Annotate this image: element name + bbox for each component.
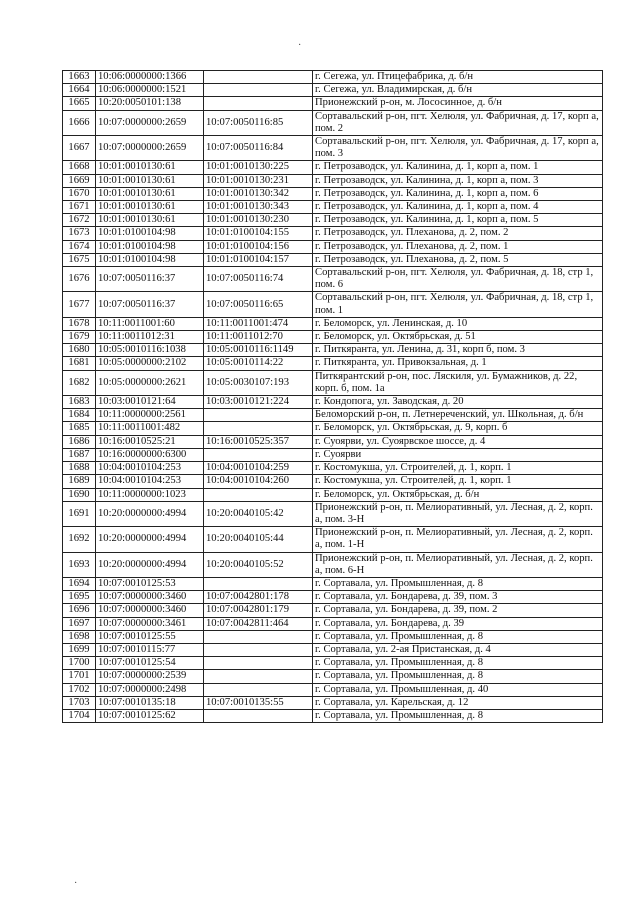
building-cadastral-number-cell (204, 84, 313, 97)
address-cell: г. Сортавала, ул. Промышленная, д. 8 (313, 709, 603, 722)
cadastral-number-cell: 10:20:0050101:138 (96, 97, 204, 110)
address-cell: г. Беломорск, ул. Октябрьская, д. 9, корп. б (313, 422, 603, 435)
table-row (63, 136, 603, 161)
cadastral-number-cell: 10:04:0010104:253 (96, 475, 204, 488)
cadastral-number-cell: 10:07:0010135:18 (96, 696, 204, 709)
row-number-cell: 1682 (63, 370, 96, 395)
row-number-cell: 1693 (63, 552, 96, 577)
row-number-cell: 1696 (63, 604, 96, 617)
row-number-cell: 1684 (63, 409, 96, 422)
table-row (63, 630, 603, 643)
address-cell: г. Сегежа, ул. Владимирская, д. б/н (313, 84, 603, 97)
table-row (63, 227, 603, 240)
address-cell: г. Петрозаводск, ул. Калинина, д. 1, корп а, пом. 4 (313, 201, 603, 214)
building-cadastral-number-cell: 10:01:0100104:156 (204, 240, 313, 253)
row-number-cell: 1669 (63, 174, 96, 187)
cadastral-number-cell: 10:07:0050116:37 (96, 292, 204, 317)
building-cadastral-number-cell (204, 71, 313, 84)
building-cadastral-number-cell: 10:01:0010130:225 (204, 161, 313, 174)
row-number-cell: 1685 (63, 422, 96, 435)
table-row (63, 396, 603, 409)
row-number-cell: 1667 (63, 136, 96, 161)
building-cadastral-number-cell: 10:07:0042801:179 (204, 604, 313, 617)
cadastral-number-cell: 10:07:0000000:2498 (96, 683, 204, 696)
address-cell: г. Сортавала, ул. 2-ая Пристанская, д. 4 (313, 643, 603, 656)
address-cell: г. Беломорск, ул. Ленинская, д. 10 (313, 317, 603, 330)
row-number-cell: 1670 (63, 187, 96, 200)
row-number-cell: 1680 (63, 344, 96, 357)
cadastral-number-cell: 10:01:0010130:61 (96, 174, 204, 187)
building-cadastral-number-cell (204, 97, 313, 110)
table-row (63, 475, 603, 488)
address-cell: г. Суоярви, ул. Суоярвское шоссе, д. 4 (313, 435, 603, 448)
address-cell: Беломорский р-он, п. Летнереченский, ул. Школьная, д. б/н (313, 409, 603, 422)
row-number-cell: 1675 (63, 253, 96, 266)
building-cadastral-number-cell (204, 488, 313, 501)
building-cadastral-number-cell: 10:04:0010104:260 (204, 475, 313, 488)
row-number-cell: 1678 (63, 317, 96, 330)
row-number-cell: 1692 (63, 527, 96, 552)
table-row (63, 71, 603, 84)
cadastral-number-cell: 10:16:0000000:6300 (96, 448, 204, 461)
address-cell: г. Сортавала, ул. Промышленная, д. 40 (313, 683, 603, 696)
building-cadastral-number-cell: 10:07:0050116:65 (204, 292, 313, 317)
table-row (63, 552, 603, 577)
address-cell: г. Петрозаводск, ул. Калинина, д. 1, корп а, пом. 6 (313, 187, 603, 200)
building-cadastral-number-cell: 10:20:0040105:52 (204, 552, 313, 577)
table-row (63, 110, 603, 135)
cadastral-number-cell: 10:20:0000000:4994 (96, 501, 204, 526)
table-row (63, 577, 603, 590)
cadastral-number-cell: 10:06:0000000:1366 (96, 71, 204, 84)
cadastral-number-cell: 10:07:0010115:77 (96, 643, 204, 656)
building-cadastral-number-cell (204, 630, 313, 643)
table-row (63, 488, 603, 501)
table-row (63, 604, 603, 617)
address-cell: г. Петрозаводск, ул. Калинина, д. 1, корп а, пом. 3 (313, 174, 603, 187)
table-row (63, 331, 603, 344)
building-cadastral-number-cell (204, 422, 313, 435)
cadastral-number-cell: 10:07:0050116:37 (96, 267, 204, 292)
address-cell: Питкярантский р-он, пос. Ляскиля, ул. Бумажников, д. 22, корп. б, пом. 1а (313, 370, 603, 395)
table-row (63, 657, 603, 670)
address-cell: г. Питкяранта, ул. Ленина, д. 31, корп б, пом. 3 (313, 344, 603, 357)
building-cadastral-number-cell (204, 448, 313, 461)
cadastral-number-cell: 10:04:0010104:253 (96, 462, 204, 475)
table-row (63, 709, 603, 722)
cadastral-number-cell: 10:01:0100104:98 (96, 240, 204, 253)
row-number-cell: 1688 (63, 462, 96, 475)
row-number-cell: 1671 (63, 201, 96, 214)
table-row (63, 292, 603, 317)
cadastral-number-cell: 10:20:0000000:4994 (96, 552, 204, 577)
row-number-cell: 1687 (63, 448, 96, 461)
row-number-cell: 1679 (63, 331, 96, 344)
row-number-cell: 1695 (63, 591, 96, 604)
address-cell: г. Петрозаводск, ул. Плеханова, д. 2, пом. 2 (313, 227, 603, 240)
cadastral-number-cell: 10:05:0000000:2102 (96, 357, 204, 370)
building-cadastral-number-cell (204, 577, 313, 590)
cadastral-number-cell: 10:05:0000000:2621 (96, 370, 204, 395)
address-cell: Прионежский р-он, м. Лососинное, д. б/н (313, 97, 603, 110)
cadastral-number-cell: 10:07:0010125:62 (96, 709, 204, 722)
building-cadastral-number-cell (204, 657, 313, 670)
building-cadastral-number-cell: 10:01:0100104:155 (204, 227, 313, 240)
table-row (63, 187, 603, 200)
building-cadastral-number-cell: 10:16:0010525:357 (204, 435, 313, 448)
table-row (63, 643, 603, 656)
address-cell: г. Питкяранта, ул. Привокзальная, д. 1 (313, 357, 603, 370)
table-row (63, 267, 603, 292)
building-cadastral-number-cell: 10:01:0010130:343 (204, 201, 313, 214)
address-cell: г. Петрозаводск, ул. Плеханова, д. 2, пом. 1 (313, 240, 603, 253)
table-row (63, 240, 603, 253)
row-number-cell: 1699 (63, 643, 96, 656)
address-cell: г. Петрозаводск, ул. Калинина, д. 1, корп а, пом. 1 (313, 161, 603, 174)
address-cell: Сортавальский р-он, пгт. Хелюля, ул. Фабричная, д. 18, стр 1, пом. 6 (313, 267, 603, 292)
table-row (63, 422, 603, 435)
address-cell: г. Беломорск, ул. Октябрьская, д. б/н (313, 488, 603, 501)
cadastral-number-cell: 10:06:0000000:1521 (96, 84, 204, 97)
table-row (63, 201, 603, 214)
address-cell: г. Сортавала, ул. Бондарева, д. 39, пом. 3 (313, 591, 603, 604)
table-row (63, 97, 603, 110)
cadastral-number-cell: 10:07:0010125:53 (96, 577, 204, 590)
row-number-cell: 1674 (63, 240, 96, 253)
table-row (63, 670, 603, 683)
cadastral-number-cell: 10:01:0100104:98 (96, 227, 204, 240)
table-row (63, 501, 603, 526)
building-cadastral-number-cell: 10:07:0050116:85 (204, 110, 313, 135)
cadastral-number-cell: 10:20:0000000:4994 (96, 527, 204, 552)
cadastral-number-cell: 10:01:0010130:61 (96, 214, 204, 227)
building-cadastral-number-cell: 10:04:0010104:259 (204, 462, 313, 475)
row-number-cell: 1677 (63, 292, 96, 317)
table-row (63, 357, 603, 370)
building-cadastral-number-cell: 10:11:0011001:474 (204, 317, 313, 330)
building-cadastral-number-cell: 10:20:0040105:42 (204, 501, 313, 526)
address-cell: г. Петрозаводск, ул. Калинина, д. 1, корп а, пом. 5 (313, 214, 603, 227)
building-cadastral-number-cell: 10:07:0042801:178 (204, 591, 313, 604)
cadastral-number-cell: 10:01:0010130:61 (96, 187, 204, 200)
address-cell: г. Костомукша, ул. Строителей, д. 1, корп. 1 (313, 462, 603, 475)
table-row (63, 214, 603, 227)
cadastral-number-cell: 10:01:0100104:98 (96, 253, 204, 266)
row-number-cell: 1666 (63, 110, 96, 135)
cadastral-number-cell: 10:07:0010125:54 (96, 657, 204, 670)
building-cadastral-number-cell: 10:05:0010116:1149 (204, 344, 313, 357)
building-cadastral-number-cell: 10:01:0010130:231 (204, 174, 313, 187)
building-cadastral-number-cell: 10:11:0011012:70 (204, 331, 313, 344)
row-number-cell: 1668 (63, 161, 96, 174)
cadastral-number-cell: 10:03:0010121:64 (96, 396, 204, 409)
property-register-table (62, 70, 603, 723)
cadastral-number-cell: 10:05:0010116:1038 (96, 344, 204, 357)
building-cadastral-number-cell: 10:01:0100104:157 (204, 253, 313, 266)
address-cell: г. Суоярви (313, 448, 603, 461)
cadastral-number-cell: 10:07:0000000:2659 (96, 110, 204, 135)
table-row (63, 84, 603, 97)
row-number-cell: 1663 (63, 71, 96, 84)
row-number-cell: 1701 (63, 670, 96, 683)
row-number-cell: 1704 (63, 709, 96, 722)
register-table-body (63, 71, 603, 723)
row-number-cell: 1690 (63, 488, 96, 501)
row-number-cell: 1683 (63, 396, 96, 409)
cadastral-number-cell: 10:11:0011001:482 (96, 422, 204, 435)
cadastral-number-cell: 10:07:0000000:3460 (96, 604, 204, 617)
address-cell: Прионежский р-он, п. Мелиоративный, ул. Лесная, д. 2, корп. а, пом. 3-Н (313, 501, 603, 526)
address-cell: Прионежский р-он, п. Мелиоративный, ул. Лесная, д. 2, корп. а, пом. 6-Н (313, 552, 603, 577)
table-row (63, 253, 603, 266)
table-row (63, 161, 603, 174)
address-cell: г. Костомукша, ул. Строителей, д. 1, корп. 1 (313, 475, 603, 488)
building-cadastral-number-cell: 10:20:0040105:44 (204, 527, 313, 552)
cadastral-number-cell: 10:07:0000000:2539 (96, 670, 204, 683)
cadastral-number-cell: 10:07:0000000:3461 (96, 617, 204, 630)
address-cell: г. Сортавала, ул. Промышленная, д. 8 (313, 577, 603, 590)
address-cell: Сортавальский р-он, пгт. Хелюля, ул. Фабричная, д. 17, корп а, пом. 2 (313, 110, 603, 135)
row-number-cell: 1686 (63, 435, 96, 448)
address-cell: Прионежский р-он, п. Мелиоративный, ул. Лесная, д. 2, корп. а, пом. 1-Н (313, 527, 603, 552)
cadastral-number-cell: 10:11:0011001:60 (96, 317, 204, 330)
building-cadastral-number-cell (204, 643, 313, 656)
table-row (63, 683, 603, 696)
address-cell: г. Сортавала, ул. Бондарева, д. 39 (313, 617, 603, 630)
row-number-cell: 1694 (63, 577, 96, 590)
table-row (63, 527, 603, 552)
building-cadastral-number-cell (204, 409, 313, 422)
table-row (63, 409, 603, 422)
row-number-cell: 1665 (63, 97, 96, 110)
scan-speck-bottom: · (74, 878, 78, 889)
table-row (63, 591, 603, 604)
row-number-cell: 1698 (63, 630, 96, 643)
address-cell: г. Сортавала, ул. Промышленная, д. 8 (313, 670, 603, 683)
building-cadastral-number-cell (204, 683, 313, 696)
cadastral-number-cell: 10:11:0000000:1023 (96, 488, 204, 501)
building-cadastral-number-cell: 10:05:0010114:22 (204, 357, 313, 370)
row-number-cell: 1673 (63, 227, 96, 240)
address-cell: г. Петрозаводск, ул. Плеханова, д. 2, пом. 5 (313, 253, 603, 266)
table-row (63, 462, 603, 475)
building-cadastral-number-cell: 10:07:0050116:74 (204, 267, 313, 292)
building-cadastral-number-cell: 10:01:0010130:230 (204, 214, 313, 227)
table-row (63, 174, 603, 187)
cadastral-number-cell: 10:11:0011012:31 (96, 331, 204, 344)
row-number-cell: 1676 (63, 267, 96, 292)
row-number-cell: 1703 (63, 696, 96, 709)
row-number-cell: 1681 (63, 357, 96, 370)
building-cadastral-number-cell (204, 670, 313, 683)
table-row (63, 344, 603, 357)
building-cadastral-number-cell: 10:03:0010121:224 (204, 396, 313, 409)
cadastral-number-cell: 10:07:0000000:2659 (96, 136, 204, 161)
row-number-cell: 1672 (63, 214, 96, 227)
row-number-cell: 1691 (63, 501, 96, 526)
building-cadastral-number-cell: 10:07:0050116:84 (204, 136, 313, 161)
address-cell: г. Сортавала, ул. Промышленная, д. 8 (313, 657, 603, 670)
address-cell: г. Сортавала, ул. Промышленная, д. 8 (313, 630, 603, 643)
building-cadastral-number-cell: 10:07:0042811:464 (204, 617, 313, 630)
address-cell: г. Сортавала, ул. Карельская, д. 12 (313, 696, 603, 709)
cadastral-number-cell: 10:07:0010125:55 (96, 630, 204, 643)
table-row (63, 370, 603, 395)
row-number-cell: 1697 (63, 617, 96, 630)
cadastral-number-cell: 10:07:0000000:3460 (96, 591, 204, 604)
cadastral-number-cell: 10:01:0010130:61 (96, 161, 204, 174)
scan-speck-top: · (298, 40, 302, 51)
row-number-cell: 1700 (63, 657, 96, 670)
table-row (63, 617, 603, 630)
row-number-cell: 1664 (63, 84, 96, 97)
building-cadastral-number-cell (204, 709, 313, 722)
building-cadastral-number-cell: 10:01:0010130:342 (204, 187, 313, 200)
address-cell: г. Сортавала, ул. Бондарева, д. 39, пом. 2 (313, 604, 603, 617)
cadastral-number-cell: 10:11:0000000:2561 (96, 409, 204, 422)
address-cell: г. Кондопога, ул. Заводская, д. 20 (313, 396, 603, 409)
table-row (63, 696, 603, 709)
row-number-cell: 1702 (63, 683, 96, 696)
address-cell: Сортавальский р-он, пгт. Хелюля, ул. Фабричная, д. 18, стр 1, пом. 1 (313, 292, 603, 317)
row-number-cell: 1689 (63, 475, 96, 488)
address-cell: г. Беломорск, ул. Октябрьская, д. 51 (313, 331, 603, 344)
table-row (63, 448, 603, 461)
building-cadastral-number-cell: 10:07:0010135:55 (204, 696, 313, 709)
cadastral-number-cell: 10:16:0010525:21 (96, 435, 204, 448)
table-row (63, 435, 603, 448)
cadastral-number-cell: 10:01:0010130:61 (96, 201, 204, 214)
address-cell: Сортавальский р-он, пгт. Хелюля, ул. Фабричная, д. 17, корп а, пом. 3 (313, 136, 603, 161)
table-row (63, 317, 603, 330)
address-cell: г. Сегежа, ул. Птицефабрика, д. б/н (313, 71, 603, 84)
building-cadastral-number-cell: 10:05:0030107:193 (204, 370, 313, 395)
